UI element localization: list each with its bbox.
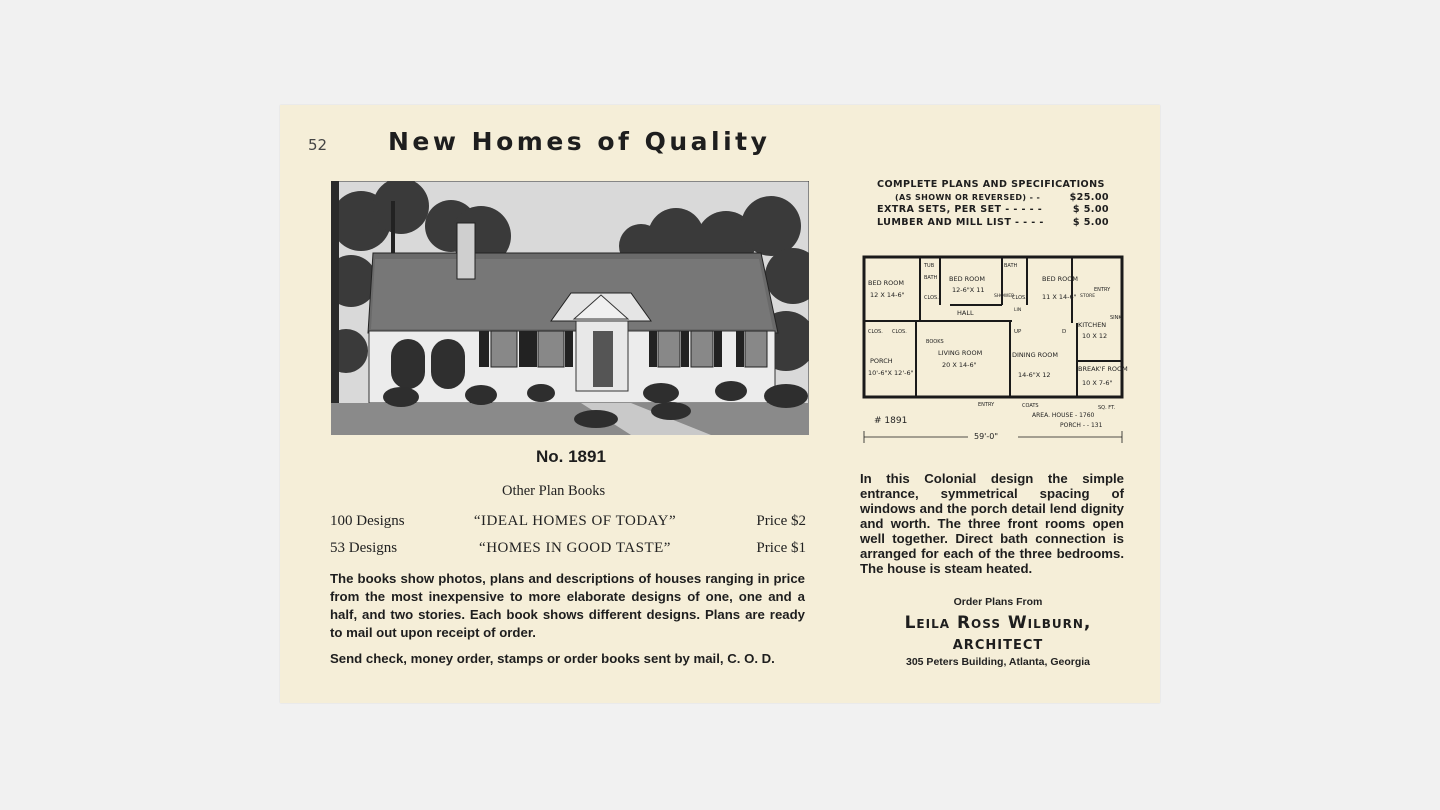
price-row [877,179,1109,192]
room-name: BREAK'F ROOM [1078,365,1128,373]
room-name: BED ROOM [1042,275,1078,283]
other-books-heading: Other Plan Books [502,483,606,499]
room-size: 11 X 14-6" [1042,293,1077,301]
room-name: LIVING ROOM [938,349,983,357]
page-title: New Homes of Quality [388,127,771,156]
room-size: 14-6"X 12 [1018,371,1051,379]
book-title: “HOMES IN GOOD TASTE” [479,540,671,556]
bath-label: BATH [924,275,938,281]
payment-note: Send check, money order, stamps or order books sent by mail, C. O. D. [330,651,775,666]
area-house: AREA. HOUSE - 1760 [1032,412,1095,419]
area-label: SQ. FT. [1098,405,1116,411]
price-label: EXTRA SETS, PER SET - - - - - [877,204,1043,215]
house-illustration [331,181,809,435]
price-value: $ 5.00 [1072,204,1109,215]
book-title: “IDEAL HOMES OF TODAY” [473,513,677,529]
room-size: 10'-6"X 12'-6" [868,369,914,377]
price-label: (AS SHOWN OR REVERSED) - - [895,192,1041,202]
order-from: Order Plans From [953,596,1043,608]
tub-label: TUB [924,263,935,269]
area-porch: PORCH - - 131 [1060,422,1103,429]
room-name: DINING ROOM [1012,351,1059,359]
room-size: 12-6"X 11 [952,286,985,294]
room-size: 10 X 7-6" [1082,379,1113,387]
room-name: PORCH [870,357,893,365]
book-price: Price $2 [756,513,806,529]
bath-label: BATH [1004,263,1018,269]
price-row [877,217,1109,230]
room-size: 10 X 12 [1082,332,1108,340]
price-value: $ 5.00 [1072,216,1109,228]
room-size: 12 X 14-6" [870,291,905,299]
books-description: The books show photos, plans and descriptions of houses ranging in price from the most inexpensive to more elaborate designs of one, one and a half, and two stories. Each book shows different designs. Plans are ready to mail out upon receipt of order. [330,571,805,640]
plan-id: # 1891 [874,416,908,426]
plan-description: In this Colonial design the simple entrance, symmetrical spacing of windows and the porch detail lend dignity and worth. The three front rooms open well together. Direct bath connection is arranged for each of the three bedrooms. The house is steam heated. [860,471,1124,576]
coats-label: COATS [1022,403,1039,409]
book-designs: 100 Designs [330,513,405,529]
book-designs: 53 Designs [330,540,398,556]
price-row [877,204,1109,217]
linen-label: LIN [1014,308,1022,313]
room-name: KITCHEN [1078,321,1107,329]
store-label: STORE [1080,294,1096,299]
page-number: 52 [308,136,328,154]
price-label: LUMBER AND MILL LIST - - - - [877,216,1044,228]
books-label: BOOKS [926,339,944,345]
stair-up-label: UP [1014,329,1022,335]
entry-label: ENTRY [978,402,995,408]
architect-name: Leila Ross Wilburn, [904,613,1092,633]
floor-plan [862,253,1134,449]
closet-label: CLOS. [1012,295,1027,301]
price-row [877,192,1109,205]
book-price: Price $1 [756,540,806,556]
sink-label: SINK [1110,315,1122,321]
room-size: 20 X 14-6" [942,361,977,369]
room-name: BED ROOM [868,279,904,287]
price-list [877,179,1109,229]
shower-label: SHOWER [994,294,1015,299]
architect-address: 305 Peters Building, Atlanta, Georgia [906,656,1090,668]
price-label: COMPLETE PLANS AND SPECIFICATIONS [877,179,1105,190]
architect-title: ARCHITECT [952,638,1044,653]
closet-label: CLOS. [868,329,883,335]
stair-down-label: D [1062,329,1067,335]
closet-label: CLOS. [892,329,907,335]
plan-width: 59'-0" [974,432,999,441]
room-name: BED ROOM [949,275,985,283]
plan-number: No. 1891 [536,447,606,466]
catalog-page [280,105,1160,703]
hall-label: HALL [957,309,974,317]
price-value: $25.00 [1069,191,1109,203]
entry-label: ENTRY [1094,287,1111,293]
closet-label: CLOS. [924,295,939,301]
